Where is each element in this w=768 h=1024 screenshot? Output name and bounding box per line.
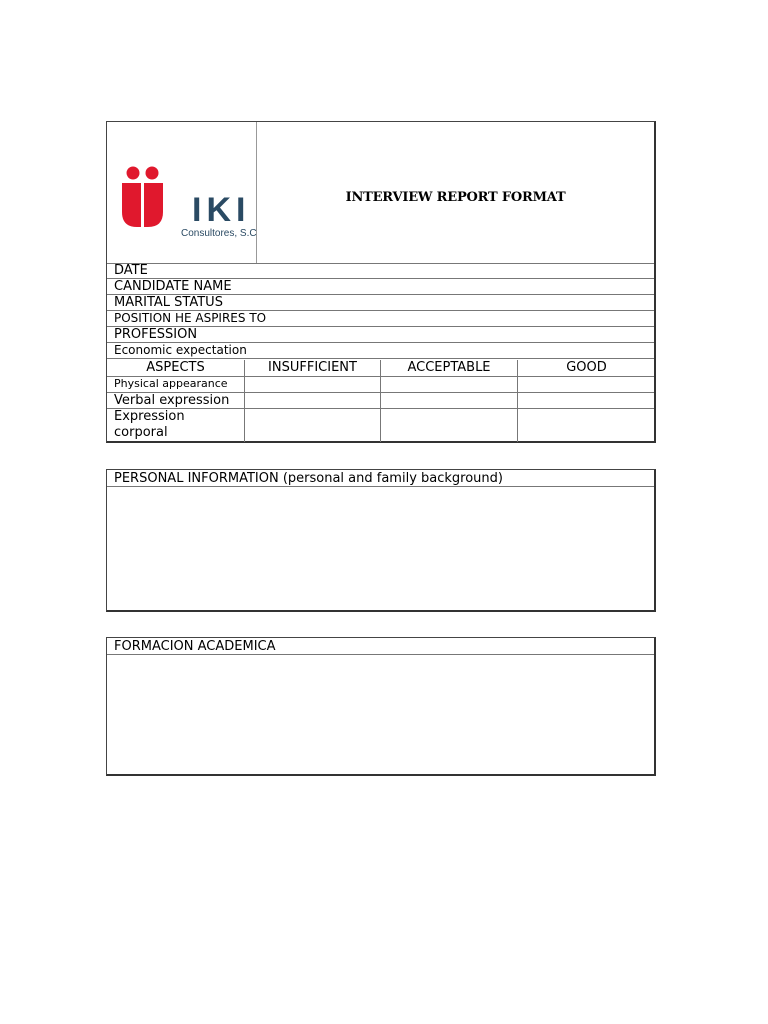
field-row-economic-expectation — [107, 343, 654, 359]
header-aspects: ASPECTS — [146, 360, 205, 375]
iki-logo — [107, 122, 256, 263]
field-label: MARITAL STATUS — [114, 295, 223, 310]
logo-wordmark: IKI — [192, 191, 251, 229]
personal-information-section — [106, 469, 656, 612]
interview-report-table — [106, 121, 656, 443]
aspect-expression-corporal: Expression corporal — [114, 409, 185, 440]
section-heading — [107, 638, 654, 655]
logo-tagline: Consultores, S.C. — [181, 228, 256, 239]
section-heading — [107, 470, 654, 487]
header-insufficient: INSUFFICIENT — [268, 360, 357, 375]
field-row-position — [107, 311, 654, 327]
report-title: INTERVIEW REPORT FORMAT — [345, 190, 566, 205]
field-row-profession — [107, 327, 654, 343]
aspect-physical-appearance: Physical appearance — [114, 377, 228, 390]
field-label: PROFESSION — [114, 327, 198, 342]
field-label: DATE — [114, 263, 148, 278]
section-heading-text: PERSONAL INFORMATION (personal and family background) — [114, 471, 503, 486]
aspect-verbal-expression: Verbal expression — [114, 393, 230, 408]
section-heading-text: FORMACION ACADEMICA — [114, 639, 276, 654]
field-row-marital-status — [107, 295, 654, 311]
field-row-candidate-name — [107, 279, 654, 295]
academic-section — [106, 637, 656, 776]
logo-cell — [107, 122, 257, 263]
header-good: GOOD — [566, 360, 607, 375]
report-header — [107, 122, 654, 264]
field-label: CANDIDATE NAME — [114, 279, 232, 294]
header-acceptable: ACCEPTABLE — [407, 360, 491, 375]
field-label: POSITION HE ASPIRES TO — [114, 311, 267, 325]
field-row-date — [107, 263, 654, 279]
field-label: Economic expectation — [114, 343, 247, 357]
